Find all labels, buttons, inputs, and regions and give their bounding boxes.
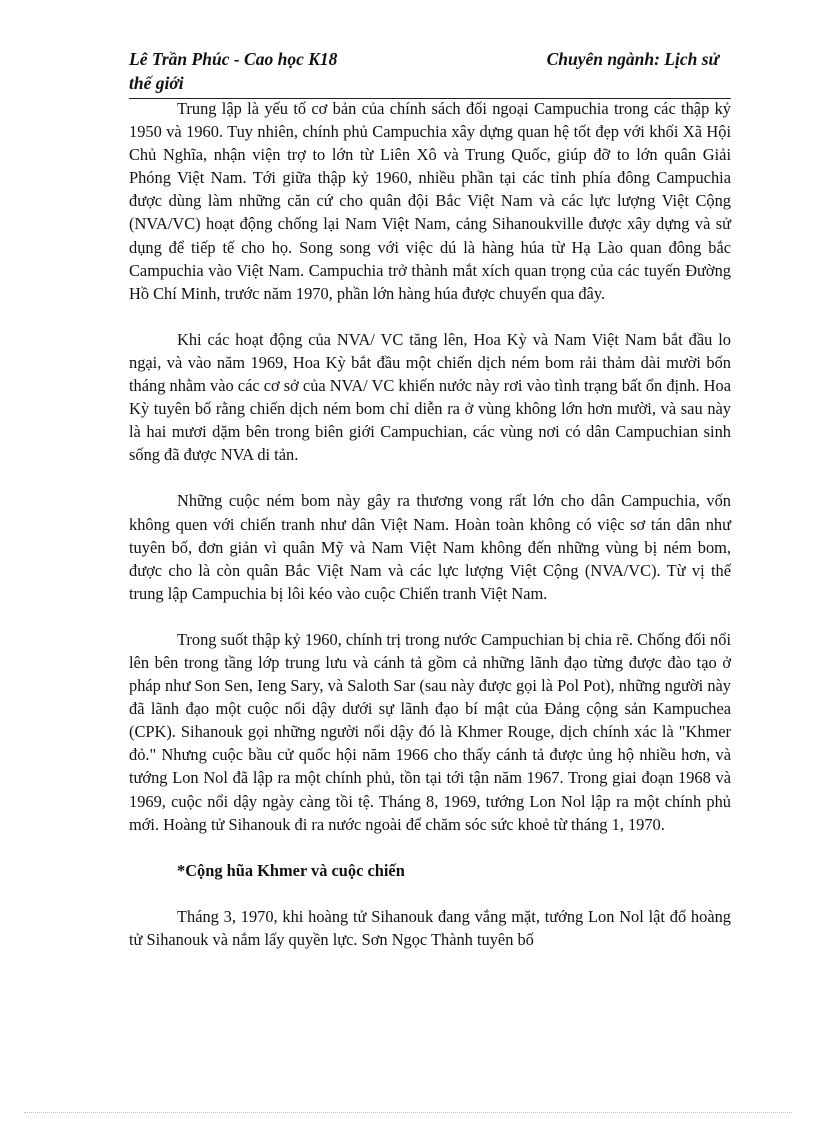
paragraph-4: Trong suốt thập kỷ 1960, chính trị trong nước Campuchian bị chia rẽ. Chống đối nổi lên bên trong tầng lớp trung lưu và cánh tả gồm cả những lãnh đạo từng được đào tạo ở pháp như Son Sen, Ieng Sary, và Saloth Sar (sau này được gọi là Pol Pot), những người này đã lãnh đạo một cuộc nổi dậy dưới sự lãnh đạo bí mật của Đảng cộng sản Kampuchea (CPK). Sihanouk gọi những người nổi dậy đó là Khmer Rouge, dịch chính xác là "Khmer đỏ." Nhưng cuộc bầu cử quốc hội năm 1966 cho thấy cánh tả được ủng hộ nhiều hơn, và tướng Lon Nol đã lập ra một chính phủ, tồn tại tới tận năm 1967. Trong giai đoạn 1968 và 1969, cuộc nổi dậy ngày càng tồi tệ. Tháng 8, 1969, tướng Lon Nol lập ra một chính phủ mới. Hoàng tử Sihanouk đi ra nước ngoài để chăm sóc sức khoẻ từ tháng 1, 1970. [129,629,731,834]
paragraph-2: Khi các hoạt động của NVA/ VC tăng lên, Hoa Kỳ và Nam Việt Nam bắt đầu lo ngại, và vào năm 1969, Hoa Kỳ bắt đầu một chiến dịch ném bom rải thảm dài mười bốn tháng nhằm vào các cơ sở của NVA/ VC khiến nước này rơi vào tình trạng bất ổn định. Hoa Kỳ tuyên bố rằng chiến dịch ném bom chỉ diễn ra ở vùng không lớn hơn mười, và sau này là hai mươi dặm bên trong biên giới Campuchian, các vùng nơi có dân Campuchian sinh sống đã được NVA di tản. [129,329,731,465]
paragraph-5: Tháng 3, 1970, khi hoàng tử Sihanouk đang vắng mặt, tướng Lon Nol lật đổ hoàng tử Sihanouk và nắm lấy quyền lực. Sơn Ngọc Thành tuyên bố [129,906,731,949]
paragraph-3: Những cuộc ném bom này gây ra thương vong rất lớn cho dân Campuchia, vốn không quen với chiến tranh như dân Việt Nam. Hoàn toàn không có việc sơ tán dân như tuyên bố, đơn giản vì quân Mỹ và Nam Việt Nam không đến những vùng bị ném bom, được cho là còn quân Bắc Việt Nam và các lực lượng Việt Cộng (NVA/VC). Từ vị thế trung lập Campuchia bị lôi kéo vào cuộc Chiến tranh Việt Nam. [129,491,731,603]
page-header [129,48,731,99]
header-major: Chuyên ngành: Lịch sử [546,49,719,69]
header-author: Lê Trần Phúc - Cao học K18 [129,49,338,69]
paragraph-1: Trung lập là yếu tố cơ bản của chính sách đối ngoại Campuchia trong các thập kỷ 1950 và 1960. Tuy nhiên, chính phủ Campuchia xây dựng quan hệ tốt đẹp với khối Xã Hội Chủ Nghĩa, nhận viện trợ to lớn từ Liên Xô và Trung Quốc, giúp đỡ to lớn quân Giải Phóng Việt Nam. Tới giữa thập kỷ 1960, nhiều phần tại các tỉnh phía đông Campuchia được dùng làm những căn cứ cho quân đội Bắc Việt Nam và các lực lượng Việt Cộng (NVA/VC) hoạt động chống lại Nam Việt Nam, cảng Sihanoukville được xây dựng và sử dụng để tiếp tế cho họ. Song song với việc dú là hàng húa từ Hạ Lào quan đông bắc Campuchia vào Việt Nam. Campuchia trở thành mắt xích quan trọng của các tuyến Đường Hồ Chí Minh, trước năm 1970, phần lớn hàng húa được chuyển qua đây. [129,99,731,303]
document-body [129,97,731,974]
header-author-continued: thế giới [129,73,184,93]
section-heading: *Cộng hũa Khmer và cuộc chiến [177,860,405,880]
page-bottom-border [24,1112,792,1113]
